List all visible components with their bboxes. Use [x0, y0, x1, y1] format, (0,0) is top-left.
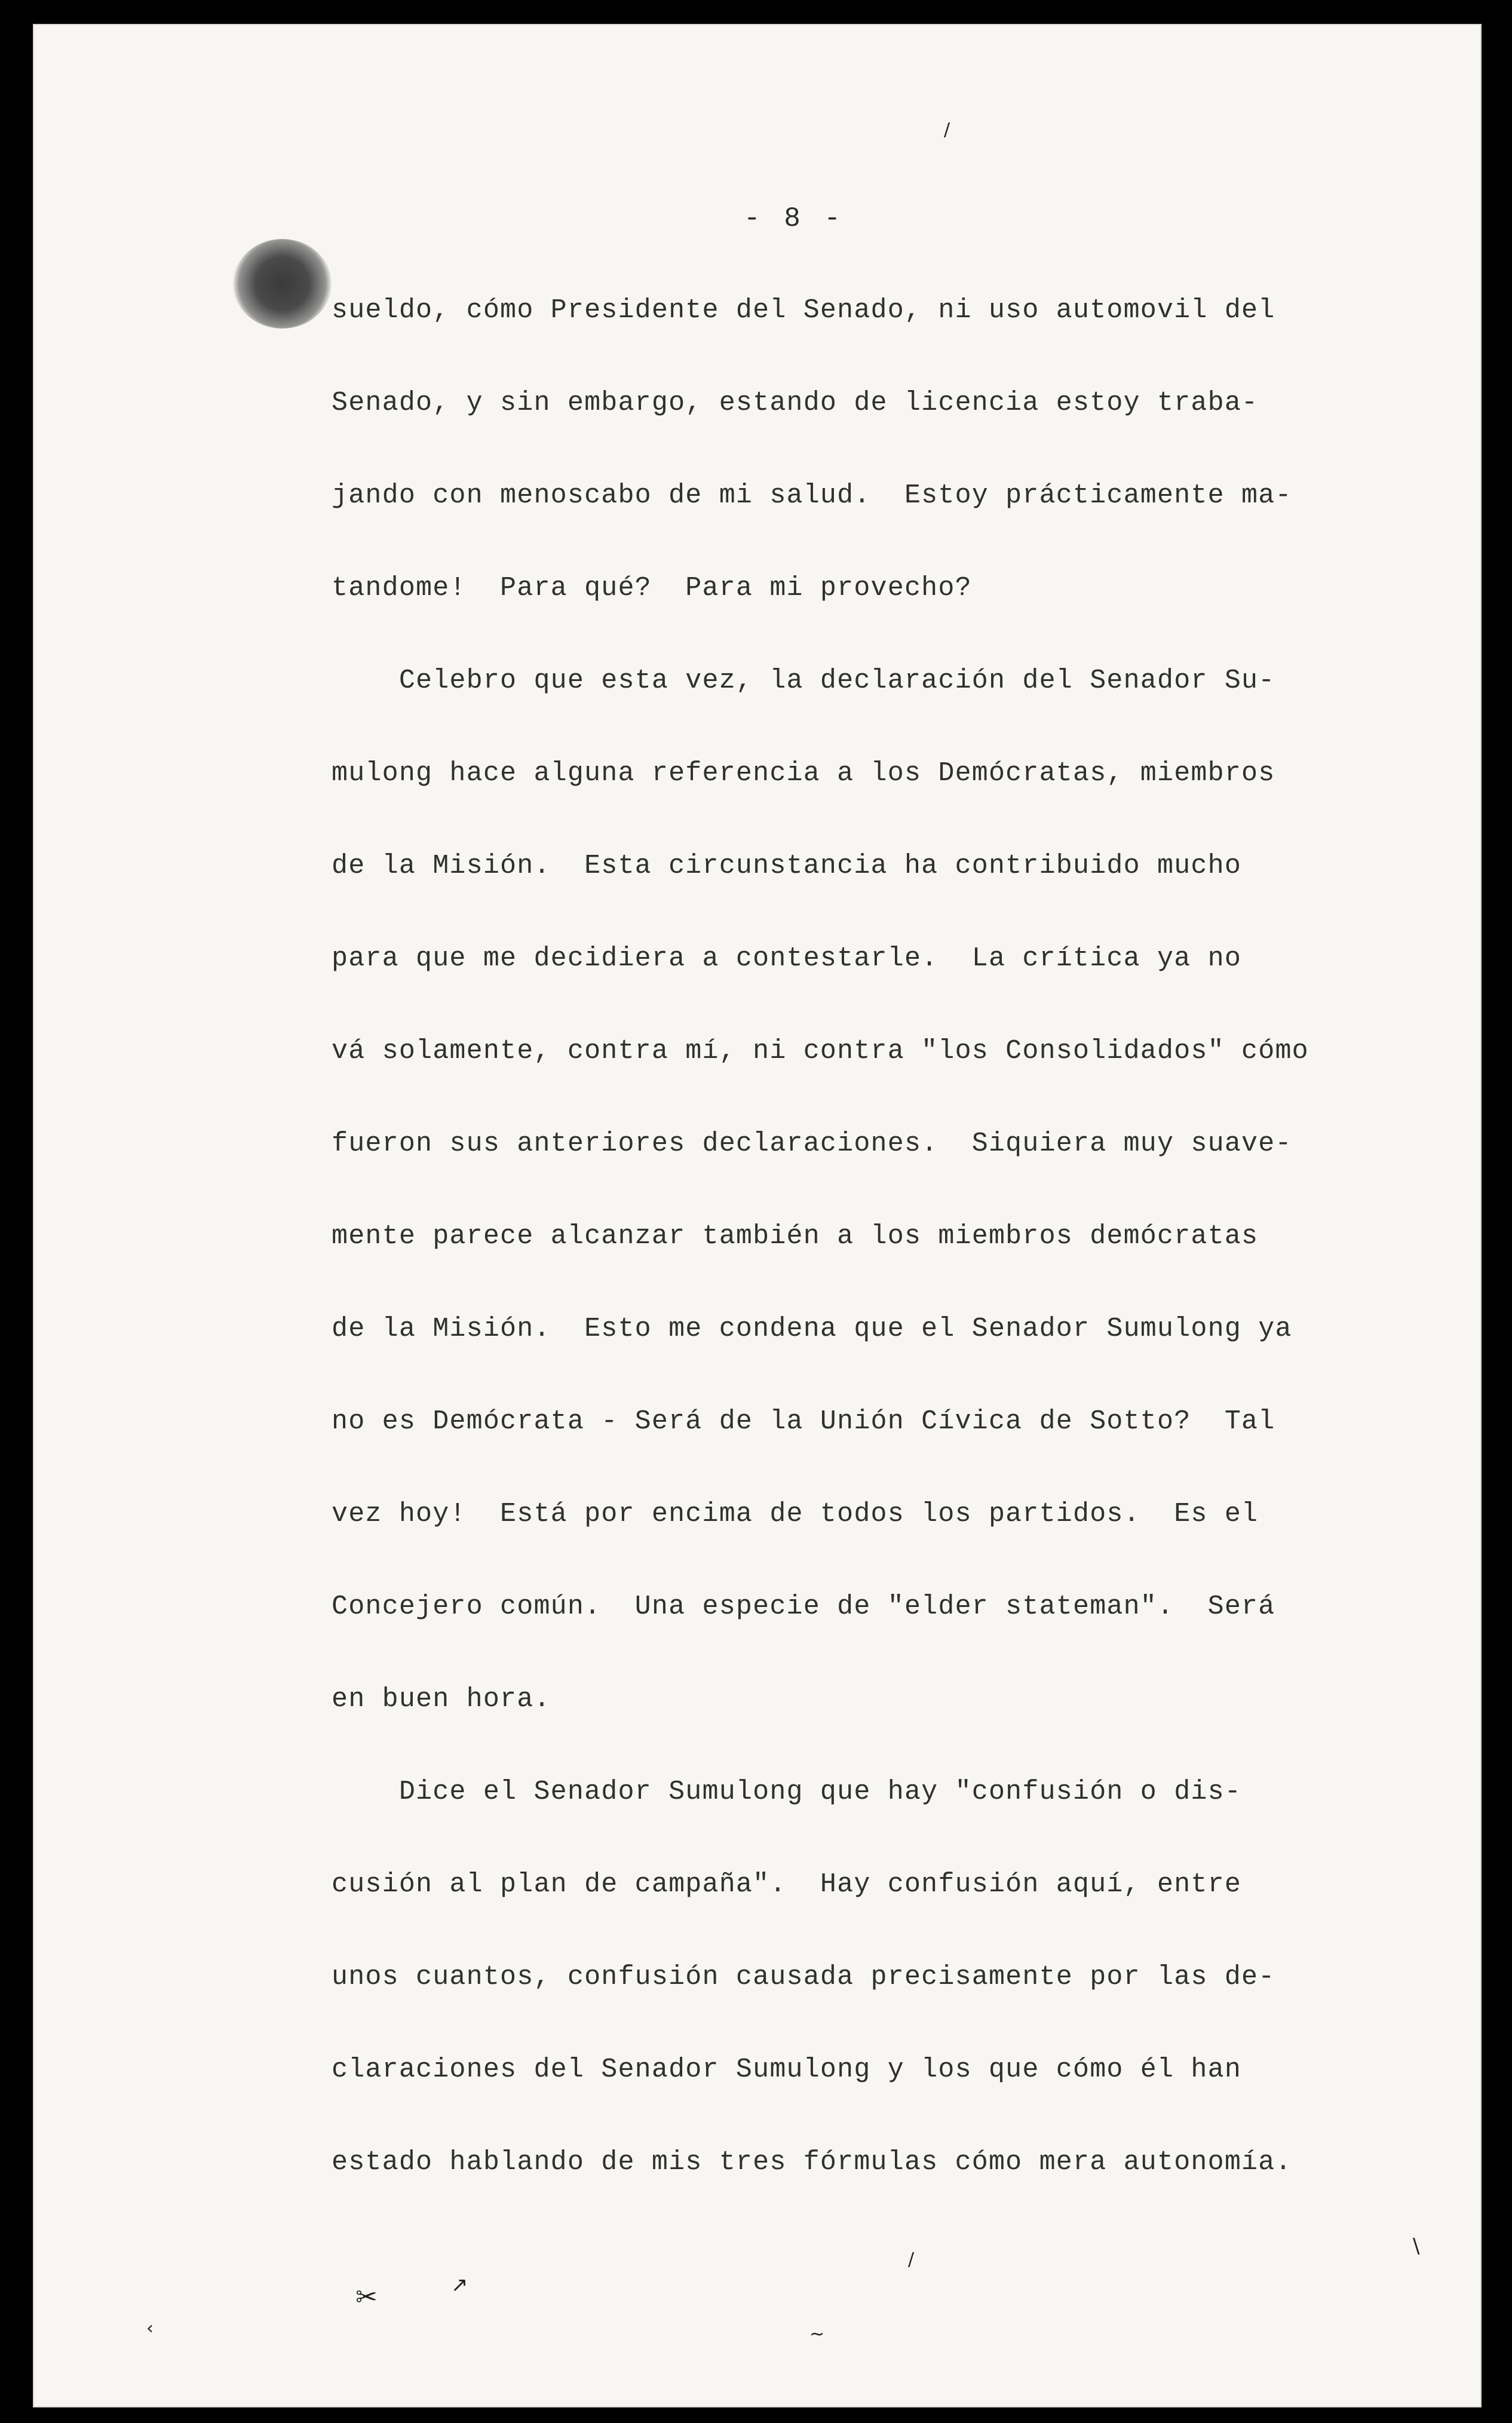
text-line: mente parece alcanzar también a los miembros demócratas — [332, 1221, 1259, 1252]
text-line: unos cuantos, confusión causada precisamente por las de- — [332, 1962, 1275, 1992]
ink-smudge — [233, 239, 332, 329]
text-line: estado hablando de mis tres fórmulas cómo mera autonomía. — [332, 2147, 1292, 2177]
text-line: claraciones del Senador Sumulong y los que cómo él han — [332, 2054, 1242, 2085]
page-number: - 8 - — [744, 203, 845, 234]
text-line: fueron sus anteriores declaraciones. Siquiera muy suave- — [332, 1128, 1292, 1159]
stray-mark: \ — [1413, 2234, 1420, 2258]
text-line: Celebro que esta vez, la declaración del Senador Su- — [332, 665, 1275, 696]
text-line: cusión al plan de campaña". Hay confusión aquí, entre — [332, 1869, 1242, 1900]
stray-mark: / — [944, 119, 950, 140]
text-line: mulong hace alguna referencia a los Demócratas, miembros — [332, 758, 1275, 789]
text-line: para que me decidiera a contestarle. La crítica ya no — [332, 943, 1242, 974]
stray-mark: / — [908, 2249, 915, 2270]
text-line: Dice el Senador Sumulong que hay "confusión o dis- — [332, 1777, 1242, 1807]
text-line: de la Misión. Esta circunstancia ha contribuido mucho — [332, 851, 1242, 881]
stray-mark: ‹ — [146, 2318, 154, 2339]
text-line: no es Demócrata - Será de la Unión Cívica de Sotto? Tal — [332, 1406, 1275, 1437]
document-page — [33, 24, 1482, 2407]
stray-mark: ~ — [809, 2324, 825, 2345]
stray-mark: ↗ — [451, 2273, 468, 2297]
text-line: jando con menoscabo de mi salud. Estoy prácticamente ma- — [332, 480, 1292, 511]
body-text — [332, 287, 1407, 2231]
text-line: sueldo, cómo Presidente del Senado, ni uso automovil del — [332, 295, 1275, 326]
text-line: vá solamente, contra mí, ni contra "los Consolidados" cómo — [332, 1036, 1309, 1066]
stray-mark: ✂ — [355, 2282, 378, 2312]
text-line: en buen hora. — [332, 1684, 551, 1714]
text-line: vez hoy! Está por encima de todos los partidos. Es el — [332, 1499, 1259, 1529]
text-line: tandome! Para qué? Para mi provecho? — [332, 573, 972, 603]
text-line: Senado, y sin embargo, estando de licencia estoy traba- — [332, 388, 1259, 418]
text-line: de la Misión. Esto me condena que el Senador Sumulong ya — [332, 1314, 1292, 1344]
text-line: Concejero común. Una especie de "elder stateman". Será — [332, 1591, 1275, 1622]
